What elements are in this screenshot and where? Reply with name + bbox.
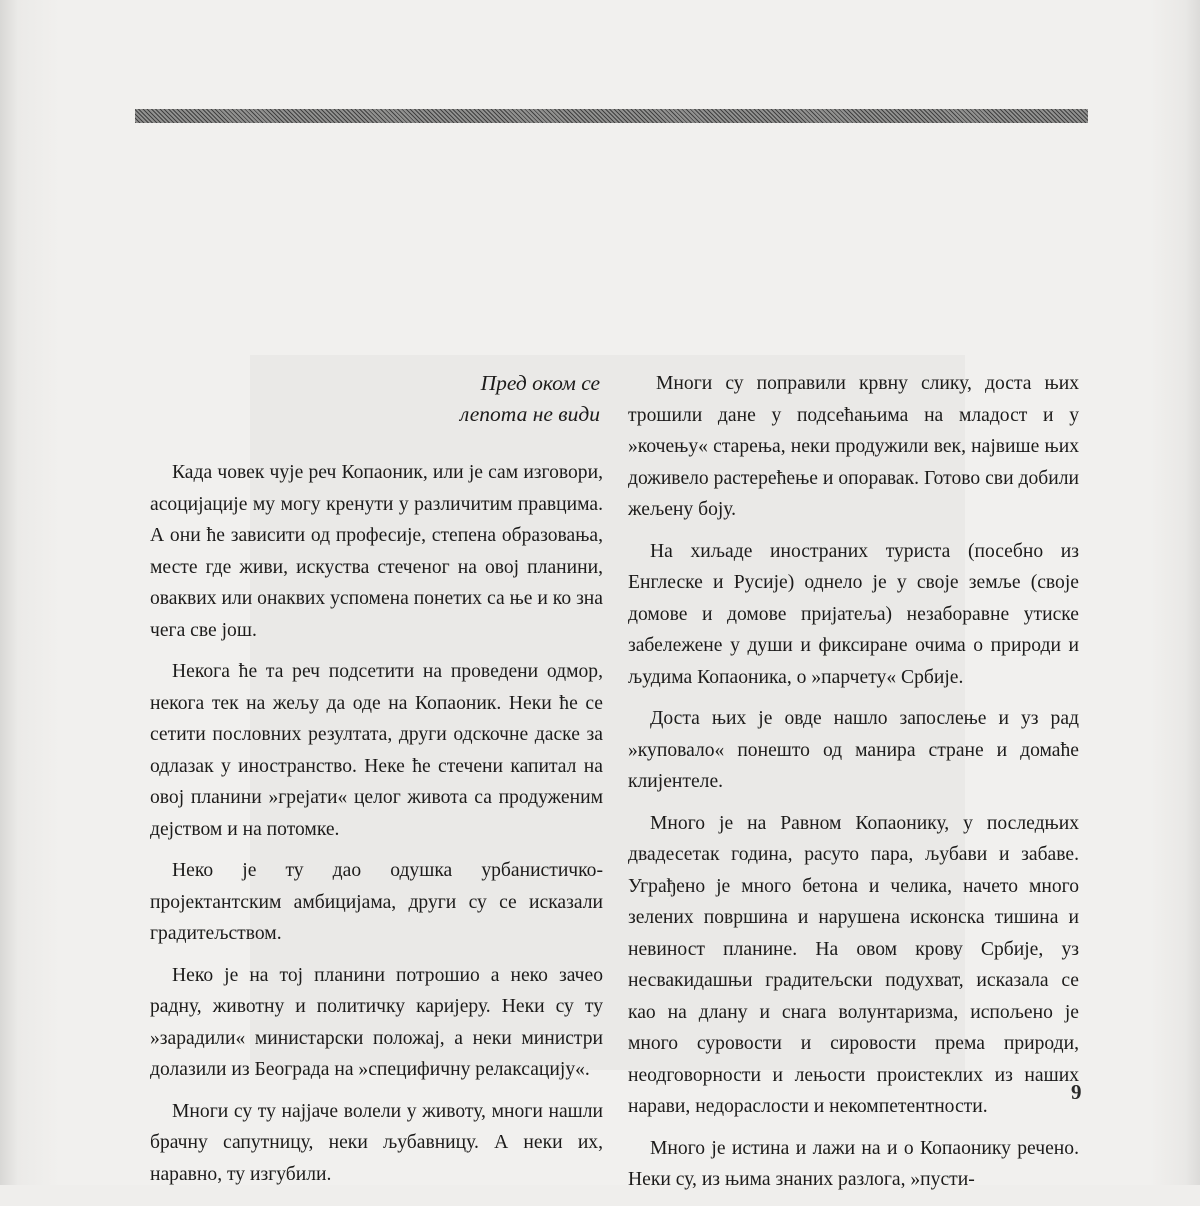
right-column	[628, 368, 1079, 1206]
left-paragraph-3: Неко је ту дао одушка урбанистичко-пројектантским амбицијама, други су се исказали градитељством.	[150, 860, 603, 944]
left-column	[150, 368, 603, 1200]
right-paragraph-1: Многи су поправили крвну слику, доста њих трошили дане у подсећањима на младост и у »кочењу« старења, неки продужили век, највише њих доживело растерећење и опоравак. Готово сви добили жељену боју.	[628, 373, 1079, 520]
page-number: 9	[1071, 1080, 1082, 1104]
right-paragraph-3: Доста њих је овде нашло запослење и уз рад »куповало« понешто од манира стране и домаће клијентеле.	[628, 708, 1079, 792]
header-hatched-rule	[135, 109, 1088, 123]
section-heading-line-2: лепота не види	[459, 402, 600, 426]
right-paragraph-4: Много је на Равном Копаонику, у последњих двадесетак година, расуто пара, љубави и забаве. Уграђено је много бетона и челика, начето много зелених површина и нарушена исконска тишина и невиност планине. На овом крову Србије, уз несвакидашњи градитељски подухват, исказала се као на длану и снага волунтаризма, испољено је много суровости и сировости према природи, неодговорности и лењости проистеклих из наших нарави, недораслости и некомпетентности.	[628, 812, 1079, 1117]
left-paragraph-5: Многи су ту најјаче волели у животу, многи нашли брачну сапутницу, неки љубавницу. А неки их, наравно, ту изгубили.	[150, 1100, 603, 1185]
left-paragraph-1: Када човек чује реч Копаоник, или је сам изговори, асоцијације му могу кренути у различитим правцима. А они ће зависити од професије, степена образовања, месте где живи, искуства стеченог на овој планини, оваквих или онаквих успомена понетих са ње и ко зна чега све још.	[150, 462, 603, 641]
right-paragraph-5: Много је истина и лажи на и о Копаонику речено. Неки су, из њима знаних разлога, »пусти-	[628, 1137, 1079, 1190]
section-heading-line-1: Пред оком се	[480, 371, 600, 395]
left-paragraph-2: Некога ће та реч подсетити на проведени одмор, некога тек на жељу да оде на Копаоник. Неки ће се сетити пословних резултата, други одскочне даске за одлазак у иностранство. Неке ће стечени капитал на овој планини »грејати« целог живота са продуженим дејством и на потомке.	[150, 661, 603, 840]
right-paragraph-2: На хиљаде иностраних туриста (посебно из Енглеске и Русије) однело је у своје земље (своје домове и домове пријатеља) незаборавне утиске забележене у души и фиксиране очима о природи и људима Копаоника, о »парчету« Србије.	[628, 540, 1079, 688]
left-paragraph-4: Неко је на тој планини потрошио а неко зачео радну, животну и политичку каријеру. Неки су ту »зарадили« министарски положај, а неки министри долазили из Београда на »специфичну релаксацију«.	[150, 964, 603, 1080]
section-heading	[150, 368, 603, 430]
